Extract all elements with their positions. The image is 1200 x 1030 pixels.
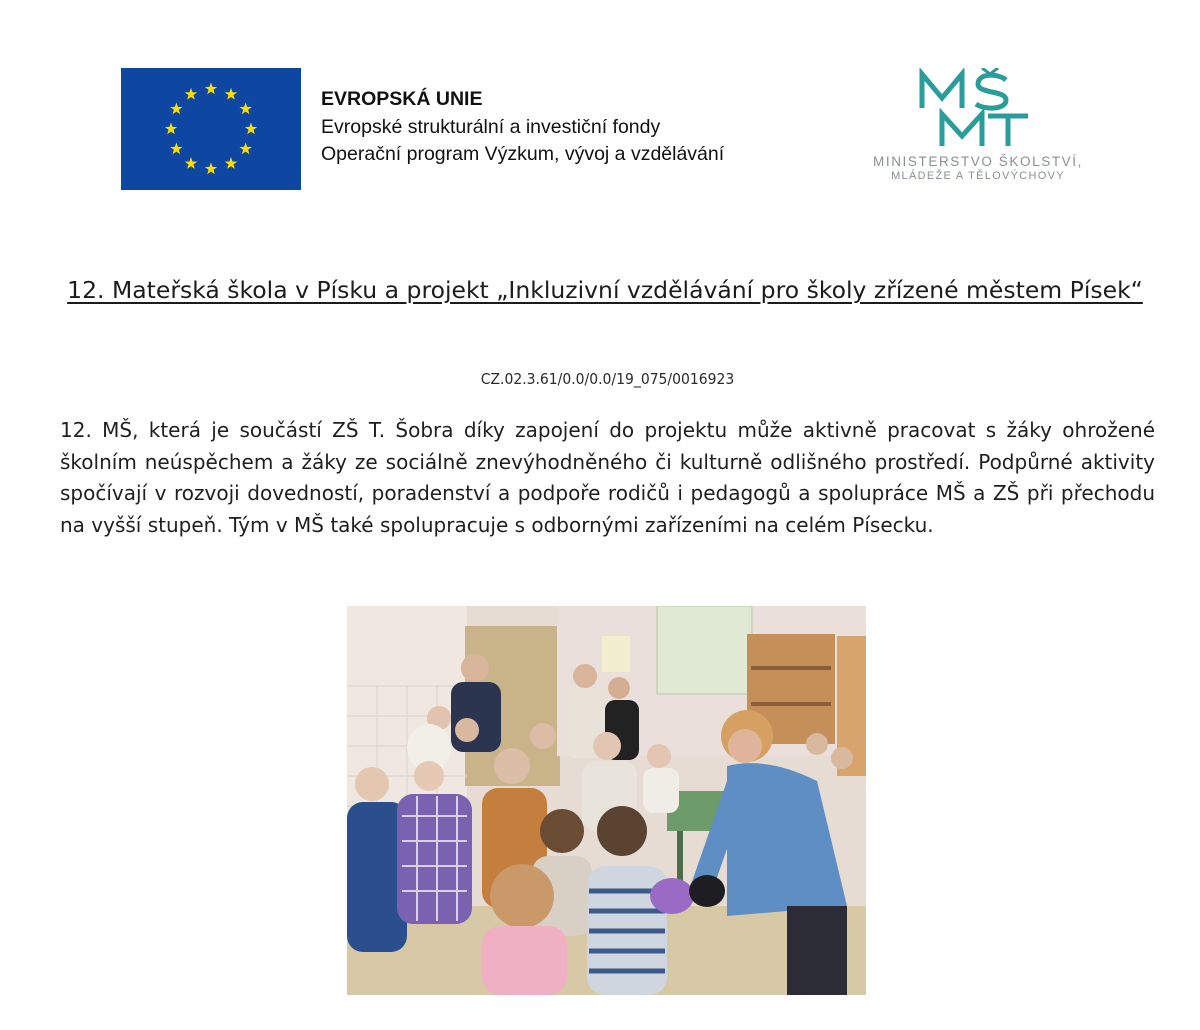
eu-star-icon <box>225 157 237 169</box>
article-body: 12. MŠ, která je součástí ZŠ T. Šobra díky zapojení do projektu může aktivně pracovat s žáky ohrožené školním neúspěchem a žáky ze sociálně znevýhodněného či kulturně odlišného prostředí. Podpůrné aktivity spočívají v rozvoji dovedností, poradenství a podpoře rodičů i pedagogů a spolupráce MŠ a ZŠ při přechodu na vyšší stupeň. Tým v MŠ také spolupracuje s odbornými zařízeními na celém Písecku. <box>60 418 1155 537</box>
eu-star-icon <box>205 163 217 175</box>
eu-star-icon <box>239 103 251 115</box>
eu-star-icon <box>165 123 177 135</box>
eu-star-icon <box>239 143 251 155</box>
project-code: CZ.02.3.61/0.0/0.0/19_075/0016923 <box>480 370 735 388</box>
eu-star-icon <box>170 143 182 155</box>
msmt-logo-icon <box>918 68 1038 150</box>
eu-star-icon <box>185 88 197 100</box>
eu-star-icon <box>225 88 237 100</box>
eu-funds: Evropské strukturální a investiční fondy <box>321 115 661 138</box>
msmt-logo <box>858 68 1098 188</box>
eu-flag-icon <box>121 68 301 190</box>
eu-star-icon <box>185 157 197 169</box>
eu-star-icon <box>245 123 257 135</box>
eu-name: EVROPSKÁ UNIE <box>321 88 483 110</box>
eu-star-icon <box>205 83 217 95</box>
page-title: 12. Mateřská škola v Písku a projekt „Inkluzivní vzdělávání pro školy zřízené městem Písek“ <box>67 276 1143 304</box>
classroom-photo <box>347 606 866 995</box>
eu-logo-text <box>321 86 724 169</box>
eu-star-icon <box>170 103 182 115</box>
msmt-name: MINISTERSTVO ŠKOLSTVÍ, MLÁDEŽE A TĚLOVÝCHOVY <box>873 154 1083 182</box>
eu-programme: Operační program Výzkum, vývoj a vzdělávání <box>321 143 725 165</box>
